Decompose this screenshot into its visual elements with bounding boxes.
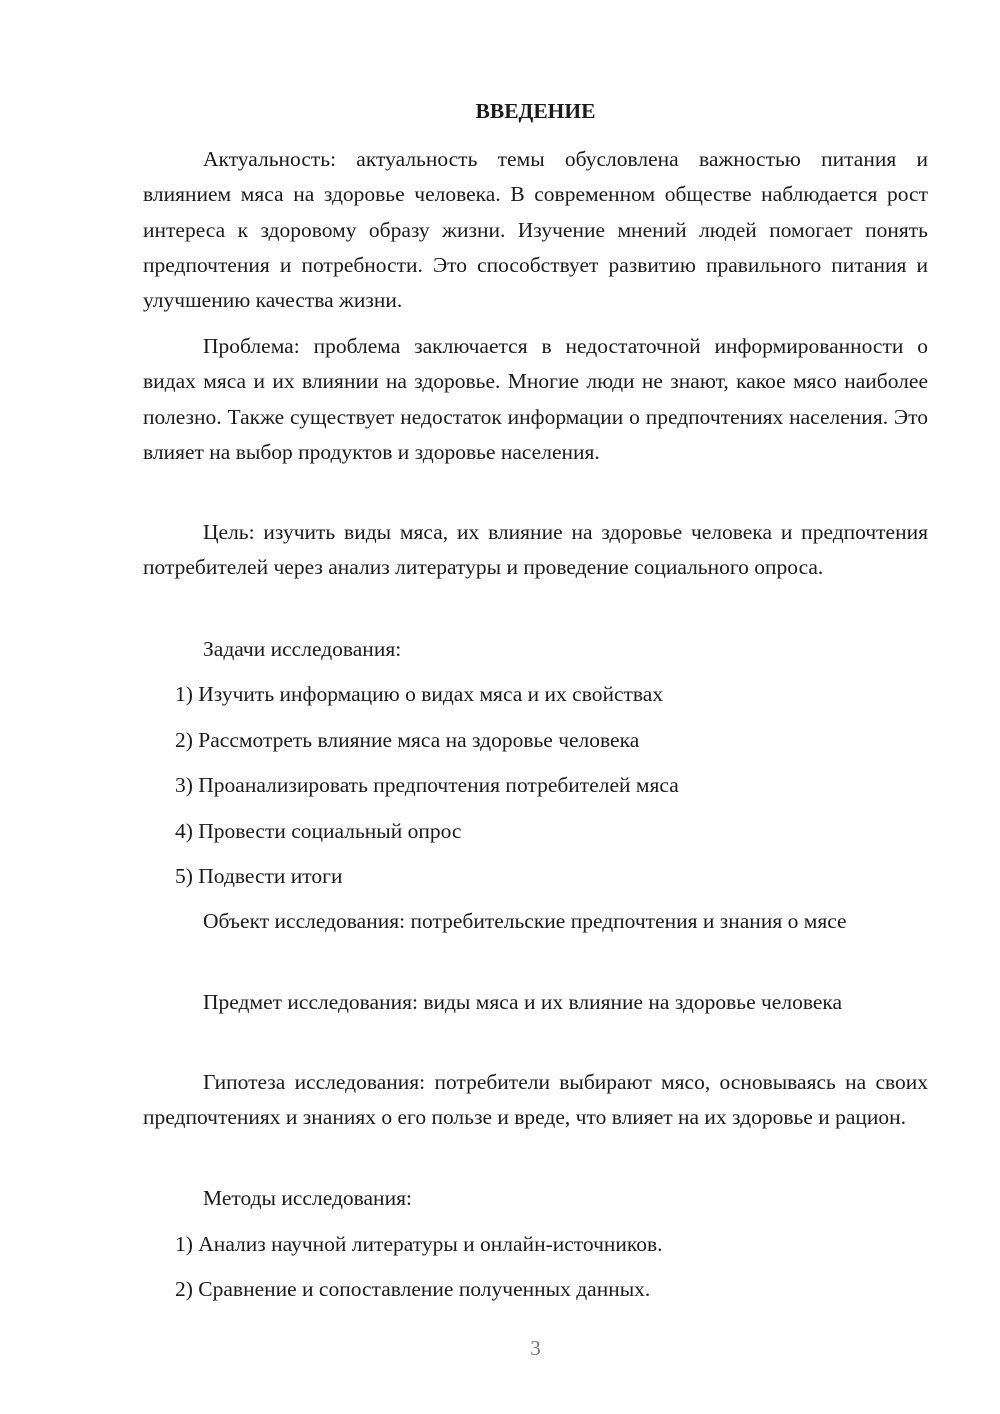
task-item: 2) Рассмотреть влияние мяса на здоровье человека [175, 728, 640, 752]
methods-heading: Методы исследования: [203, 1186, 412, 1210]
object-paragraph: Объект исследования: потребительские предпочтения и знания о мясе [203, 909, 847, 933]
problem-paragraph: Проблема: проблема заключается в недостаточной информированности о видах мяса и их влиянии на здоровье. Многие люди не знают, какое мясо наиболее полезно. Также существует недостаток информации о предпочтениях населения. Это влияет на выбор продуктов и здоровье населения. [143, 334, 928, 464]
task-item: 3) Проанализировать предпочтения потребителей мяса [175, 773, 679, 797]
hypothesis-paragraph: Гипотеза исследования: потребители выбирают мясо, основываясь на своих предпочтениях и знаниях о его пользе и вреде, что влияет на их здоровье и рацион. [143, 1070, 928, 1130]
method-item: 2) Сравнение и сопоставление полученных данных. [175, 1277, 651, 1301]
document-page [143, 0, 928, 1414]
task-item: 1) Изучить информацию о видах мяса и их свойствах [175, 682, 664, 706]
relevance-paragraph: Актуальность: актуальность темы обусловлена важностью питания и влиянием мяса на здоровье человека. В современном обществе наблюдается рост интереса к здоровому образу жизни. Изучение мнений людей помогает понять предпочтения и потребности. Это способствует развитию правильного питания и улучшению качества жизни. [143, 147, 928, 313]
page-title: ВВЕДЕНИЕ [475, 99, 596, 123]
task-item: 5) Подвести итоги [175, 864, 343, 888]
subject-paragraph: Предмет исследования: виды мяса и их влияние на здоровье человека [203, 990, 843, 1014]
page-number: 3 [530, 1336, 541, 1360]
task-item: 4) Провести социальный опрос [175, 819, 462, 843]
method-item: 1) Анализ научной литературы и онлайн-источников. [175, 1232, 663, 1256]
tasks-heading: Задачи исследования: [203, 637, 402, 661]
goal-paragraph: Цель: изучить виды мяса, их влияние на здоровье человека и предпочтения потребителей через анализ литературы и проведение социального опроса. [143, 520, 928, 580]
